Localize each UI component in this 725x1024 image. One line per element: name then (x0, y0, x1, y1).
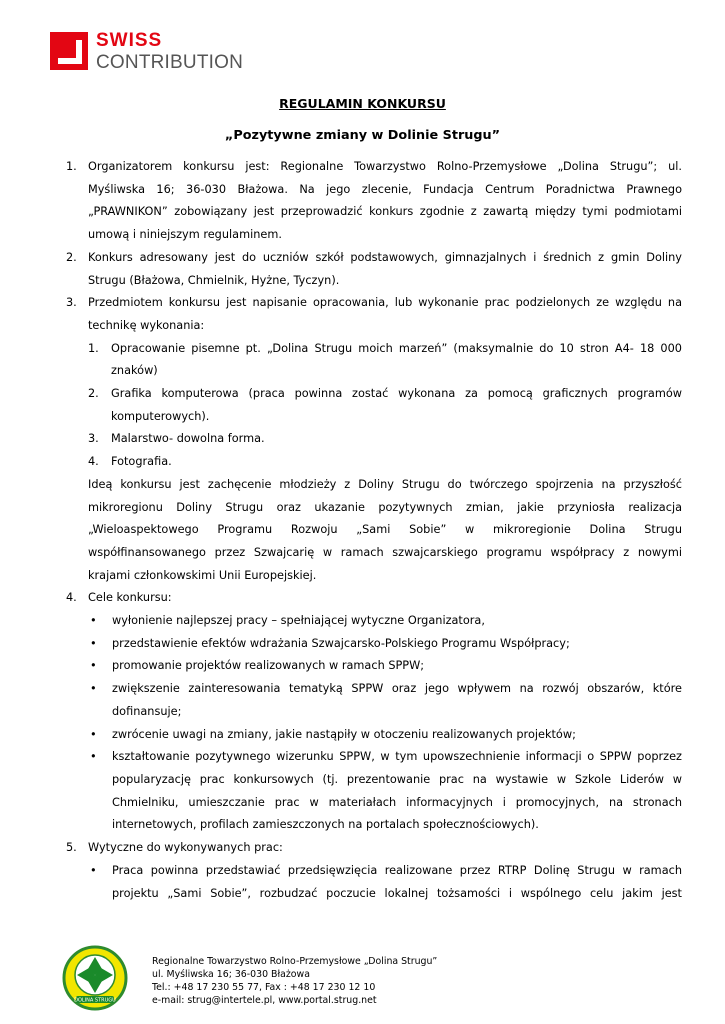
section-number: 1. (66, 160, 77, 173)
section-text: Organizatorem konkursu jest: Regionalne Towarzystwo Rolno-Przemysłowe „Dolina Strugu”; ul. Myśliwska 16; 36-030 Błażowa. Na jego zlecenie, Fundacja Centrum Poradnictwa Prawnego „PRAWNIKON” zobowiązany jest przeprowadzić konkurs zgodnie z zawartą między tymi podmiotami umową i niniejszym regulaminem. (88, 160, 682, 242)
subsection-1 (66, 338, 682, 383)
subsection-text: Malarstwo- dowolna forma. (111, 432, 265, 446)
goal-bullet (66, 746, 682, 837)
document-title: REGULAMIN KONKURSU (279, 96, 446, 111)
footer-email-web: e-mail: strug@intertele.pl, www.portal.strug.net (152, 995, 377, 1006)
bullet-icon: • (90, 636, 97, 650)
dolina-strugu-logo-icon (62, 945, 128, 1011)
section-number: 2. (66, 250, 77, 264)
section-1 (66, 156, 682, 247)
bullet-icon: • (90, 727, 97, 741)
goal-bullet (66, 655, 682, 678)
subsection-number: 3. (88, 432, 99, 446)
logo-contribution-text: CONTRIBUTION (96, 52, 244, 73)
logo-swiss-text: SWISS (96, 30, 163, 51)
subsection-number: 1. (88, 341, 99, 355)
bullet-text: kształtowanie pozytywnego wizerunku SPPW, w tym upowszechnienie informacji o SPPW poprzez popularyzację prac konkursowych (tj. prezentowanie prac na wystawie w Szkole Liderów w Chmielniku, umieszczanie prac w materiałach informacyjnych i promocyjnych, na stronach internetowych, profilach zamieszczonych na portalach społecznościowych). (112, 750, 682, 832)
document-body (66, 156, 682, 905)
footer-organization: Regionalne Towarzystwo Rolno-Przemysłowe „Dolina Strugu” (152, 956, 438, 967)
subsection-text: Grafika komputerowa (praca powinna zostać wykonana za pomocą graficznych programów komputerowych). (111, 387, 682, 423)
subsection-text: Fotografia. (111, 455, 172, 469)
subsection-3 (66, 428, 682, 451)
bullet-text: Praca powinna przedstawiać przedsięwzięcia realizowane przez RTRP Dolinę Strugu w ramach projektu „Sami Sobie”, rozbudzać poczucie lokalnej tożsamości i wspólnego celu jakim jest (112, 863, 682, 900)
section-4 (66, 587, 682, 610)
swiss-logo-icon (50, 32, 88, 70)
contest-idea-paragraph: Ideą konkursu jest zachęcenie młodzieży z Doliny Strugu do twórczego spojrzenia na przyszłość mikroregionu Doliny Strugu oraz ukazanie pozytywnych zmian, jakie przyniosła realizacja „Wieloaspektowego Programu Rozwoju „Sami Sobie” w mikroregionie Dolina Strugu współfinansowanego przez Szwajcarię w ramach szwajcarskiego programu współpracy z nowymi krajami członkowskimi Unii Europejskiej. (88, 477, 682, 582)
bullet-icon: • (90, 659, 97, 673)
subsection-text: Opracowanie pisemne pt. „Dolina Strugu moich marzeń” (maksymalnie do 10 stron A4- 18 000 znaków) (111, 341, 682, 378)
goal-bullet (66, 678, 682, 723)
footer-phone: Tel.: +48 17 230 55 77, Fax : +48 17 230 12 10 (152, 982, 376, 993)
section-3 (66, 292, 682, 337)
section-5 (66, 837, 682, 860)
swiss-contribution-logo (50, 32, 250, 77)
section-text: Konkurs adresowany jest do uczniów szkół podstawowych, gimnazjalnych i średnich z gmin Doliny Strugu (Błażowa, Chmielnik, Hyżne, Tyczyn). (88, 250, 682, 287)
bullet-icon: • (90, 863, 97, 877)
bullet-icon: • (90, 682, 97, 696)
subsection-2 (66, 383, 682, 428)
subsection-number: 2. (88, 387, 99, 401)
bullet-text: wyłonienie najlepszej pracy – spełniającej wytyczne Organizatora, (112, 614, 485, 628)
section-2 (66, 247, 682, 292)
bullet-icon: • (90, 750, 97, 764)
footer-contact (152, 955, 437, 1007)
document-subtitle: „Pozytywne zmiany w Dolinie Strugu” (224, 128, 501, 143)
section-number: 3. (66, 296, 77, 310)
bullet-text: zwiększenie zainteresowania tematyką SPPW oraz jego wpływem na rozwój obszarów, które dofinansuje; (112, 682, 682, 718)
section-text: Wytyczne do wykonywanych prac: (88, 841, 283, 855)
bullet-text: przedstawienie efektów wdrażania Szwajcarsko-Polskiego Programu Współpracy; (112, 636, 570, 650)
bullet-text: zwrócenie uwagi na zmiany, jakie nastąpiły w otoczeniu realizowanych projektów; (112, 727, 576, 741)
bullet-icon: • (90, 614, 97, 628)
bullet-text: promowanie projektów realizowanych w ramach SPPW; (112, 659, 425, 673)
footer-address: ul. Myśliwska 16; 36-030 Błażowa (152, 969, 310, 980)
section-number: 4. (66, 591, 77, 605)
subsection-4 (66, 451, 682, 474)
goal-bullet (66, 633, 682, 656)
section-number: 5. (66, 841, 77, 855)
section-text: Przedmiotem konkursu jest napisanie opracowania, lub wykonanie prac podzielonych ze względu na technikę wykonania: (88, 296, 682, 332)
subsection-number: 4. (88, 455, 99, 469)
section-text: Cele konkursu: (88, 591, 172, 605)
footer-logo-text: DOLINA STRUGU (74, 997, 116, 1004)
guideline-bullet (66, 860, 682, 905)
goal-bullet (66, 724, 682, 747)
goal-bullet (66, 610, 682, 633)
